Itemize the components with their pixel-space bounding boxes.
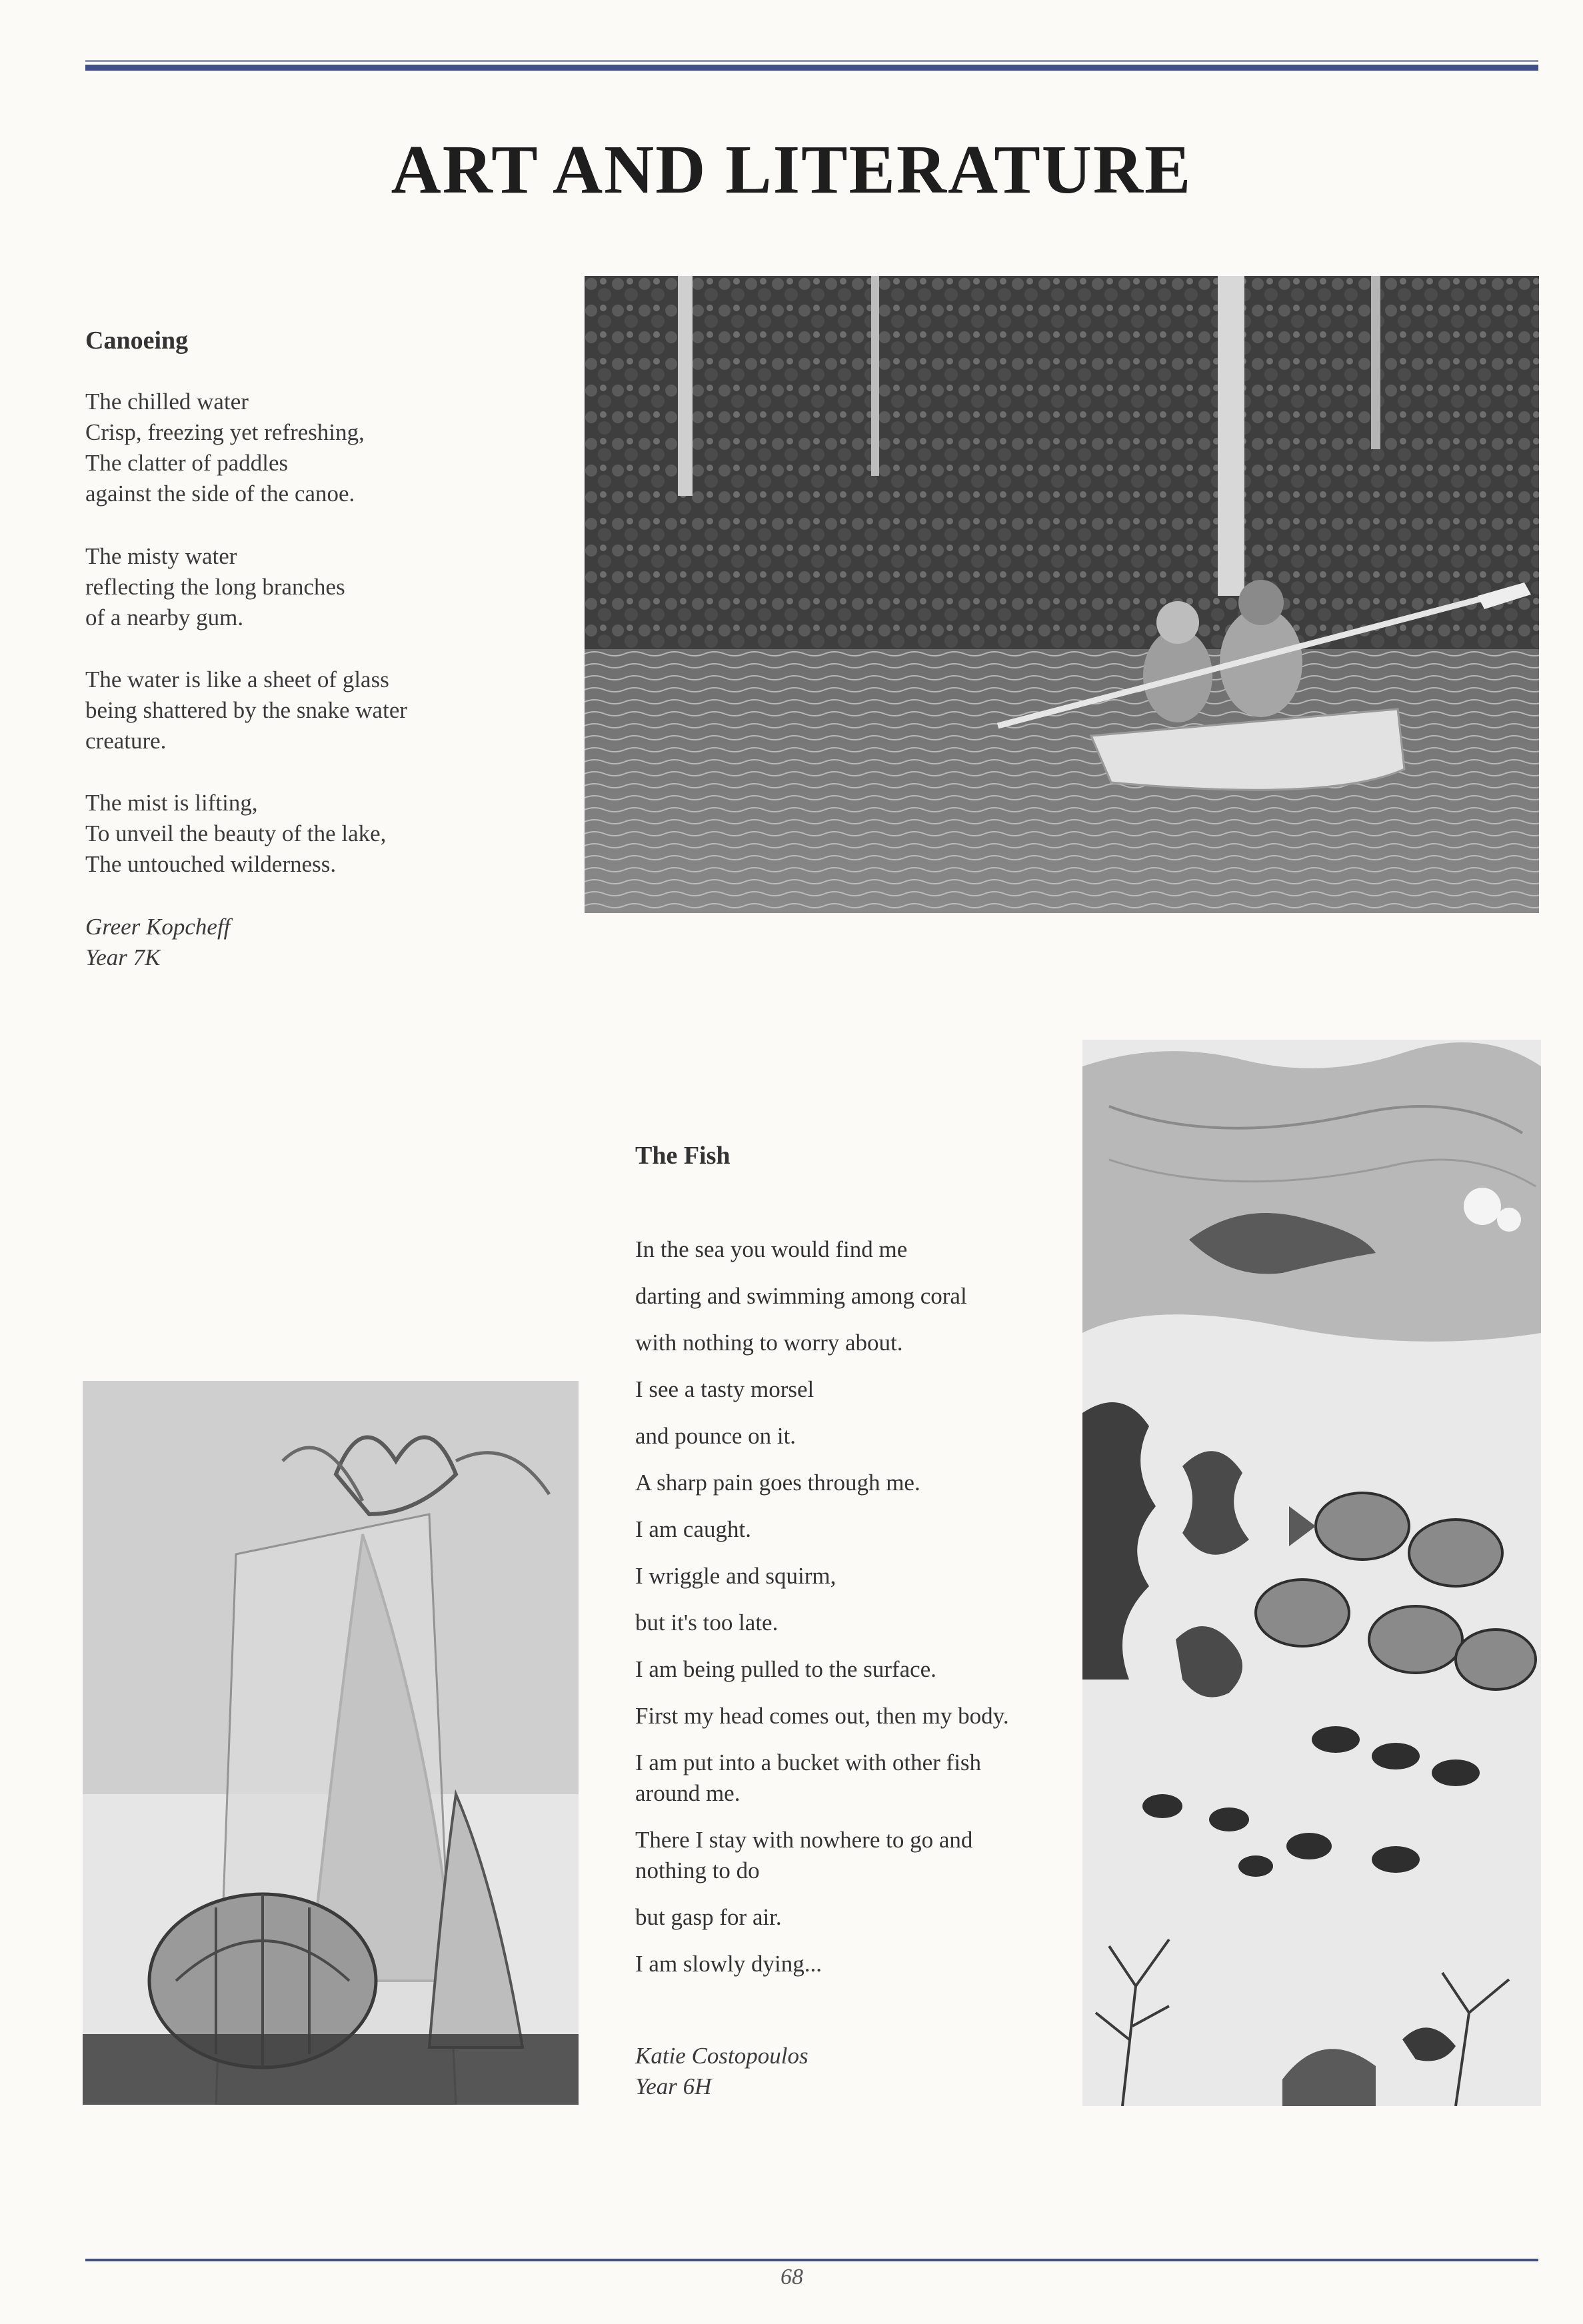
poem-line: I wriggle and squirm, bbox=[635, 1563, 836, 1589]
fish-title: The Fish bbox=[635, 1142, 731, 1170]
poem-line: A sharp pain goes through me. bbox=[635, 1470, 920, 1496]
poem-line: I see a tasty morsel bbox=[635, 1376, 814, 1402]
poem-line: around me. bbox=[635, 1780, 741, 1806]
author-year: Year 7K bbox=[85, 944, 161, 970]
poem-line: I am slowly dying... bbox=[635, 1951, 822, 1977]
poem-line: The chilled water bbox=[85, 389, 249, 415]
bottom-rule bbox=[85, 2259, 1538, 2261]
top-rule-thick bbox=[85, 65, 1538, 71]
poem-line: reflecting the long branches bbox=[85, 574, 345, 600]
canoe-photograph bbox=[585, 276, 1539, 913]
canoeing-stanza-1 bbox=[85, 387, 365, 509]
top-rule-thin bbox=[85, 60, 1538, 62]
canoeing-stanza-3 bbox=[85, 664, 407, 756]
page-number: 68 bbox=[781, 2265, 803, 2289]
poem-line: darting and swimming among coral bbox=[635, 1283, 967, 1309]
poem-line: I am caught. bbox=[635, 1516, 751, 1542]
poem-line: The misty water bbox=[85, 543, 237, 569]
poem-line: To unveil the beauty of the lake, bbox=[85, 820, 387, 846]
poem-line: creature. bbox=[85, 728, 167, 754]
author-name: Katie Costopoulos bbox=[635, 2043, 808, 2069]
poem-line: but gasp for air. bbox=[635, 1904, 782, 1930]
poem-line: First my head comes out, then my body. bbox=[635, 1703, 1009, 1729]
poem-line: but it's too late. bbox=[635, 1610, 779, 1636]
underwater-drawing bbox=[1082, 1040, 1541, 2106]
author-year: Year 6H bbox=[635, 2073, 712, 2099]
canoeing-stanza-4 bbox=[85, 788, 386, 880]
canoeing-title: Canoeing bbox=[85, 327, 189, 355]
poem-line: being shattered by the snake water bbox=[85, 697, 408, 723]
fish-credit bbox=[635, 2041, 808, 2102]
canoeing-stanza-2 bbox=[85, 541, 345, 633]
poem-line: of a nearby gum. bbox=[85, 604, 244, 630]
poem-line: I am being pulled to the surface. bbox=[635, 1656, 936, 1682]
poem-line: The water is like a sheet of glass bbox=[85, 666, 389, 692]
poem-line: nothing to do bbox=[635, 1857, 760, 1883]
canoeing-credit bbox=[85, 912, 230, 973]
poem-line: The clatter of paddles bbox=[85, 450, 289, 476]
poem-line: with nothing to worry about. bbox=[635, 1330, 903, 1356]
poem-line: The mist is lifting, bbox=[85, 790, 258, 816]
poem-line: The untouched wilderness. bbox=[85, 851, 337, 877]
page-title: ART AND LITERATURE bbox=[391, 131, 1192, 208]
poem-line: and pounce on it. bbox=[635, 1423, 796, 1449]
poem-line: Crisp, freezing yet refreshing, bbox=[85, 419, 365, 445]
poem-line: I am put into a bucket with other fish bbox=[635, 1749, 982, 1775]
still-life-drawing bbox=[83, 1381, 579, 2105]
poem-line: There I stay with nowhere to go and bbox=[635, 1827, 973, 1853]
author-name: Greer Kopcheff bbox=[85, 914, 231, 940]
poem-line: against the side of the canoe. bbox=[85, 481, 355, 507]
poem-line: In the sea you would find me bbox=[635, 1236, 908, 1262]
